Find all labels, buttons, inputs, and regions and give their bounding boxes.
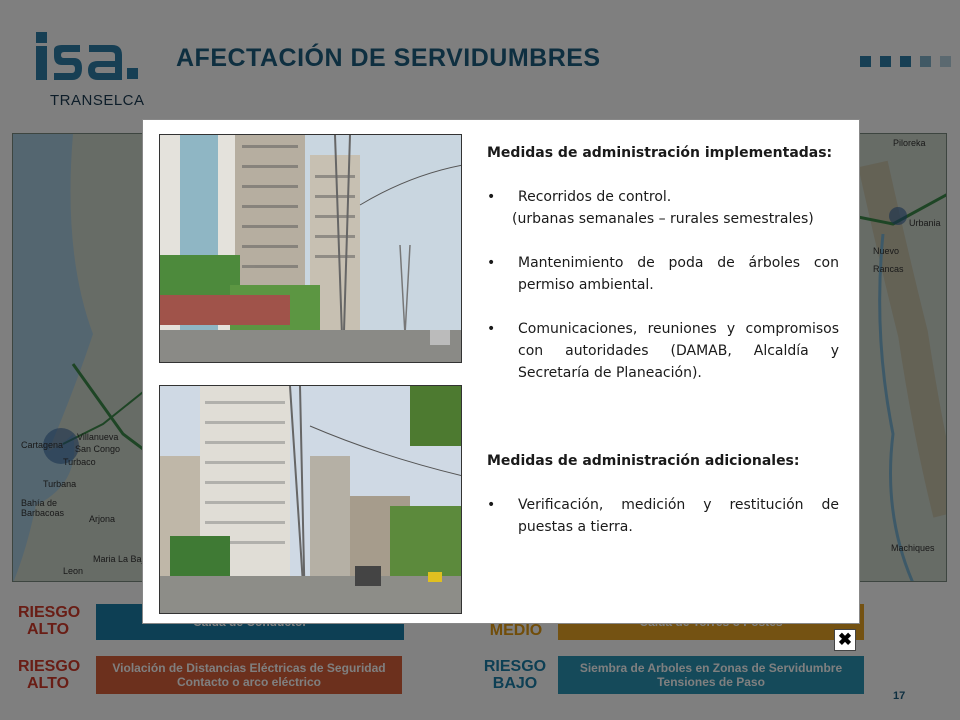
- photo-graphic: [160, 386, 462, 614]
- bullet-note: (urbanas semanales – rurales semestrales): [512, 211, 814, 227]
- list-item: [487, 318, 839, 384]
- list-item: [487, 186, 839, 230]
- photo-street-power-line: [159, 385, 462, 614]
- photo-urban-power-line: [159, 134, 462, 363]
- close-button[interactable]: [834, 629, 856, 651]
- photo-graphic: [160, 135, 462, 363]
- measures-text: [487, 142, 839, 538]
- bullet-text: Mantenimiento de poda de árboles con permiso ambiental.: [518, 255, 839, 293]
- section-heading-additional: Medidas de administración adicionales:: [487, 453, 800, 469]
- list-item: [487, 252, 839, 296]
- bullet-text: Comunicaciones, reuniones y compromisos con autoridades (DAMAB, Alcaldía y Secretaría de Planeación).: [518, 321, 839, 381]
- bullet-text: Recorridos de control.: [518, 189, 672, 205]
- close-x-icon: ✖: [837, 630, 853, 649]
- section-heading-implemented: Medidas de administración implementadas:: [487, 145, 833, 161]
- list-item: [487, 494, 839, 538]
- popup-dialog: [142, 119, 860, 624]
- bullet-text: Verificación, medición y restitución de puestas a tierra.: [518, 497, 839, 535]
